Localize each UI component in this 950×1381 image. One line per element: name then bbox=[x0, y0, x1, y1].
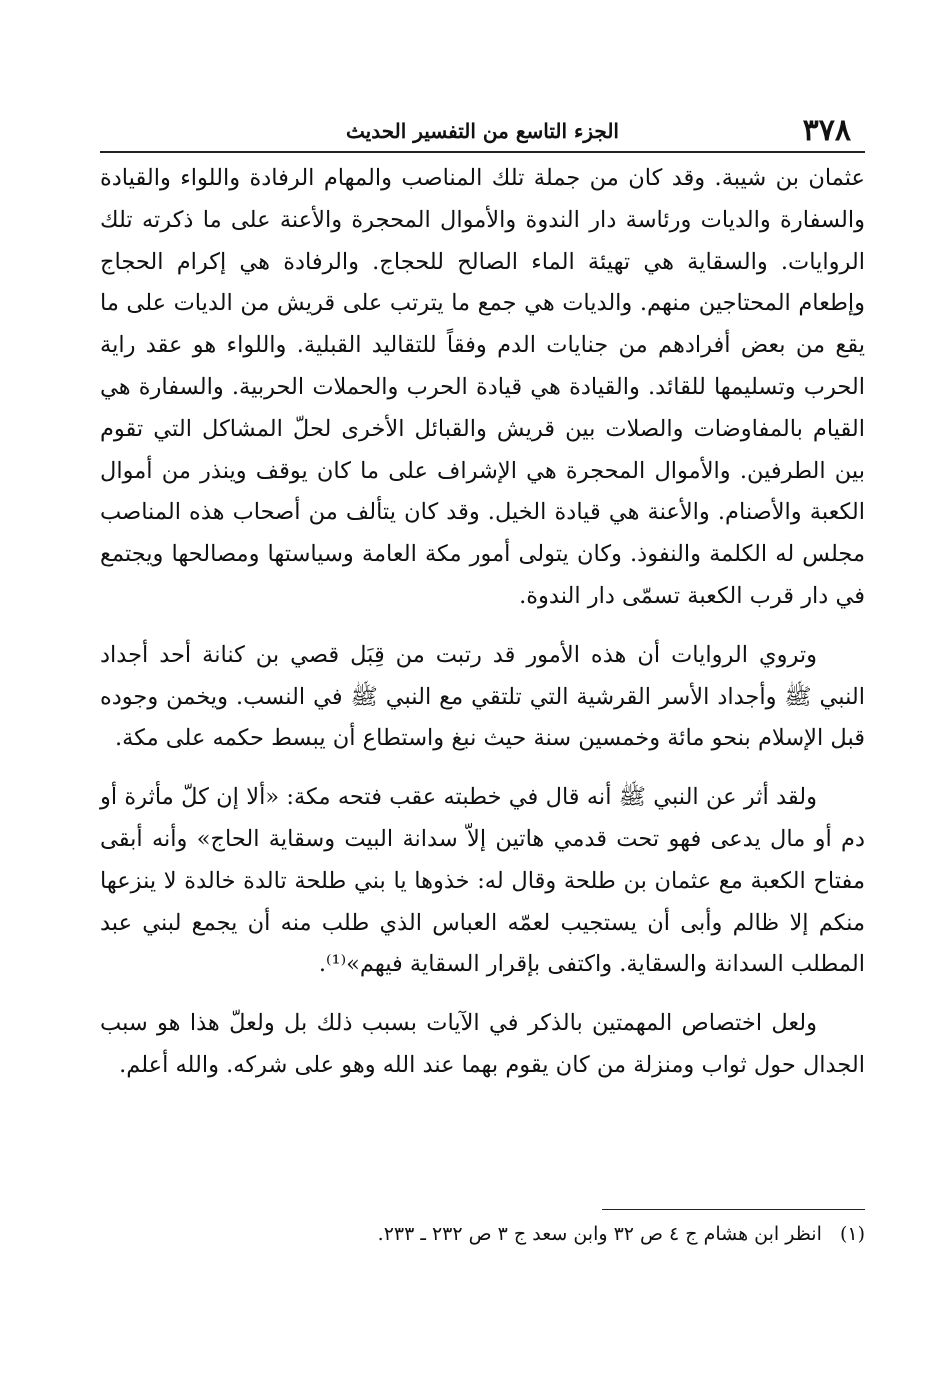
footnote bbox=[100, 1219, 865, 1249]
paragraph-conclusion: ولعل اختصاص المهمتين بالذكر في الآيات بسبب ذلك بل ولعلّ هذا هو سبب الجدال حول ثواب ومنزلة من كان يقوم بهما عند الله وهو على شركه. والله أعلم. bbox=[100, 1010, 865, 1078]
running-title: الجزء التاسع من التفسير الحديث bbox=[346, 119, 619, 143]
page-number: ٣٧٨ bbox=[802, 113, 851, 148]
footnote-divider bbox=[602, 1209, 865, 1210]
footnote-marker: (١) bbox=[839, 1223, 865, 1245]
paragraph-qusai: وتروي الروايات أن هذه الأمور قد رتبت من قِبَل قصي بن كنانة أحد أجداد النبي ﷺ وأجداد الأسر القرشية التي تلتقي مع النبي ﷺ في النسب. ويخمن وجوده قبل الإسلام بنحو مائة وخمسين سنة حيث نبغ واستطاع أن يبسط حكمه على مكة. bbox=[100, 641, 865, 752]
header-divider bbox=[100, 151, 865, 153]
main-text bbox=[100, 158, 865, 1087]
footnote-text: انظر ابن هشام ج ٤ ص ٣٢ وابن سعد ج ٣ ص ٢٣٢ ـ ٢٣٣. bbox=[377, 1223, 822, 1245]
page-header bbox=[100, 110, 865, 154]
paragraph-offices: عثمان بن شيبة. وقد كان من جملة تلك المناصب والمهام الرفادة واللواء والقيادة والسفارة والديات ورئاسة دار الندوة والأموال المحجرة والأعنة على ما ذكرته تلك الروايات. والسقاية هي تهيئة الماء الصالح للحجاج. والرفادة هي إكرام الحجاج وإطعام المحتاجين منهم. والديات هي جمع ما يترتب على قريش من الديات على ما يقع من بعض أفرادهم من جنايات الدم وفقاً للتقاليد القبلية. واللواء هو عقد راية الحرب وتسليمها للقائد. والقيادة هي قيادة الحرب والحملات الحربية. والسفارة هي القيام بالمفاوضات والصلات بين قريش والقبائل الأخرى لحلّ المشاكل التي تقوم بين الطرفين. والأموال المحجرة هي الإشراف على ما كان يوقف وينذر من أموال الكعبة والأصنام. والأعنة هي قيادة الخيل. وقد كان يتألف من أصحاب هذه المناصب مجلس له الكلمة والنفوذ. وكان يتولى أمور مكة العامة وسياستها ومصالحها ويجتمع في دار قرب الكعبة تسمّى دار الندوة. bbox=[100, 165, 865, 609]
paragraph-conquest-sermon: ولقد أثر عن النبي ﷺ أنه قال في خطبته عقب فتحه مكة: «ألا إن كلّ مأثرة أو دم أو مال يدعى فهو تحت قدمي هاتين إلاّ سدانة البيت وسقاية الحاج» وأنه أبقى مفتاح الكعبة مع عثمان بن طلحة وقال له: خذوها يا بني طلحة تالدة خالدة لا ينزعها منكم إلا ظالم وأبى أن يستجيب لعمّه العباس الذي طلب منه أن يجمع لبني عبد المطلب السدانة والسقاية. واكتفى بإقرار السقاية فيهم»⁽¹⁾. bbox=[100, 784, 865, 978]
